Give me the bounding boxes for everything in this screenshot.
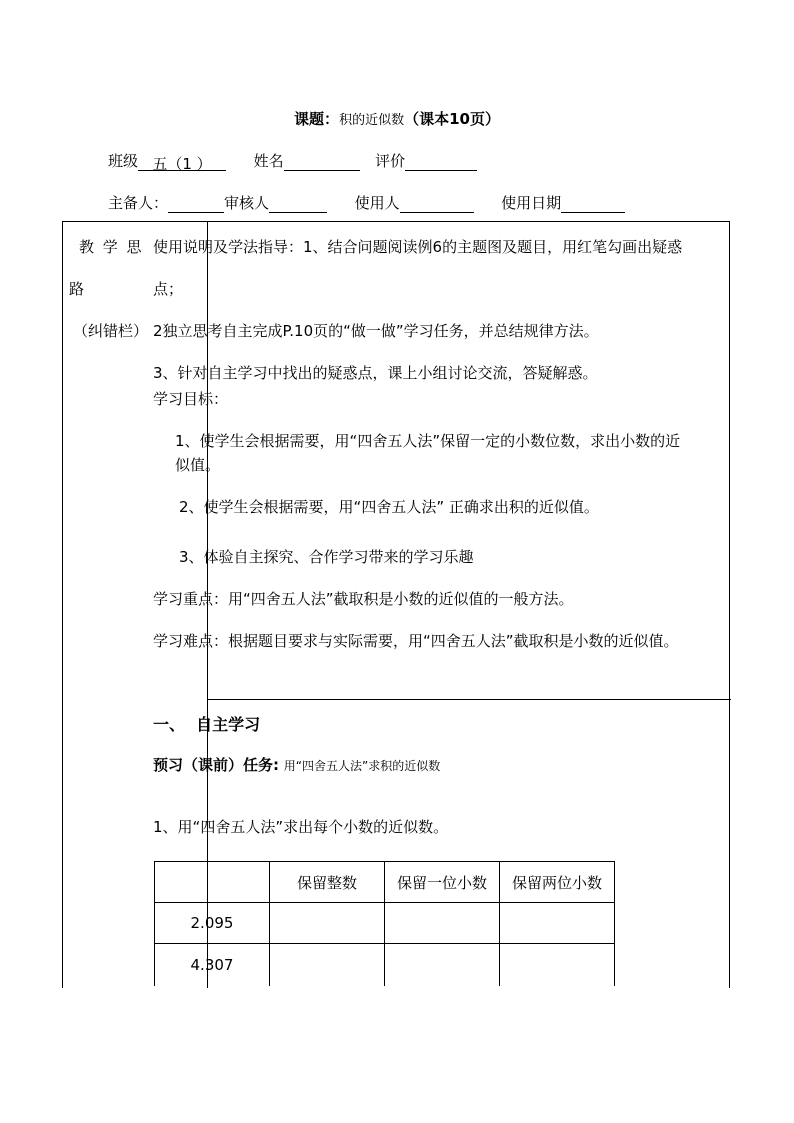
answer-cell[interactable]: [500, 903, 615, 944]
goal-1a: 1、使学生会根据需要，用“四舍五人法”保留一定的小数位数，求出小数的近: [175, 432, 681, 450]
task-label: 预习（课前）任务:: [153, 756, 279, 774]
goal-1b: 似值。: [175, 456, 221, 474]
eval-blank[interactable]: [405, 153, 477, 171]
answer-cell[interactable]: [385, 903, 500, 944]
title-suffix: （课本10页）: [404, 110, 500, 128]
row-value: 2.095: [155, 903, 270, 944]
user-label: 使用人: [354, 194, 400, 212]
guide-line-1: 使用说明及学法指导：1、结合问题阅读例6的主题图及题目，用红笔勾画出疑惑: [153, 238, 683, 256]
goal-3: 3、体验自主探究、合作学习带来的学习乐趣: [179, 548, 474, 566]
info-line-1: [108, 150, 477, 171]
difficult-point: 学习难点：根据题目要求与实际需要，用“四舍五人法”截取积是小数的近似值。: [153, 632, 679, 650]
answer-cell[interactable]: [500, 944, 615, 987]
eval-label: 评价: [375, 152, 406, 170]
table-row: [155, 903, 615, 944]
page-title: [0, 108, 794, 129]
key-point: 学习重点：用“四舍五人法”截取积是小数的近似值的一般方法。: [153, 590, 574, 608]
answer-cell[interactable]: [270, 944, 385, 987]
answer-cell[interactable]: [270, 903, 385, 944]
date-blank[interactable]: [561, 195, 625, 213]
table-header-row: [155, 862, 615, 903]
header-cell-one-decimal: 保留一位小数: [385, 862, 500, 903]
header-cell-integer: 保留整数: [270, 862, 385, 903]
approx-table: [154, 861, 615, 986]
reviewer-blank[interactable]: [269, 195, 327, 213]
class-label: 班级: [108, 152, 139, 170]
class-value: 五（1 ）: [138, 153, 226, 171]
section-heading: 一、 自主学习: [153, 715, 261, 734]
info-line-2: [108, 192, 625, 213]
task-text: 用“四舍五人法”求积的近似数: [283, 759, 441, 773]
preview-task: [153, 754, 440, 775]
title-prefix: 课题：: [294, 110, 340, 128]
row-value: 4.307: [155, 944, 270, 987]
row-divider: [208, 699, 731, 700]
table-row: [155, 944, 615, 987]
name-blank[interactable]: [284, 153, 360, 171]
header-cell-two-decimal: 保留两位小数: [500, 862, 615, 903]
title-topic: 积的近似数: [339, 113, 405, 128]
guide-line-2: 点；: [153, 280, 184, 298]
name-label: 姓名: [253, 152, 284, 170]
goal-2: 2、使学生会根据需要，用“四舍五人法” 正确求出积的近似值。: [179, 498, 599, 516]
date-label: 使用日期: [501, 194, 562, 212]
lesson-table: [62, 221, 730, 988]
guide-line-4: 3、针对自主学习中找出的疑惑点，课上小组讨论交流，答疑解惑。: [153, 364, 598, 382]
guide-line-3: 2独立思考自主完成P.10页的“做一做”学习任务，并总结规律方法。: [153, 322, 599, 340]
reviewer-label: 审核人: [224, 194, 270, 212]
user-blank[interactable]: [400, 195, 474, 213]
sidebar-line-3: （纠错栏）: [73, 322, 149, 340]
header-cell-empty: [155, 862, 270, 903]
sidebar-line-1: 教 学 思: [79, 238, 144, 256]
goals-heading: 学习目标：: [153, 390, 229, 408]
preparer-blank[interactable]: [168, 195, 224, 213]
preparer-label: 主备人：: [108, 194, 169, 212]
answer-cell[interactable]: [385, 944, 500, 987]
question-1: 1、用“四舍五人法”求出每个小数的近似数。: [153, 818, 449, 836]
sidebar-line-2: 路: [69, 280, 85, 298]
